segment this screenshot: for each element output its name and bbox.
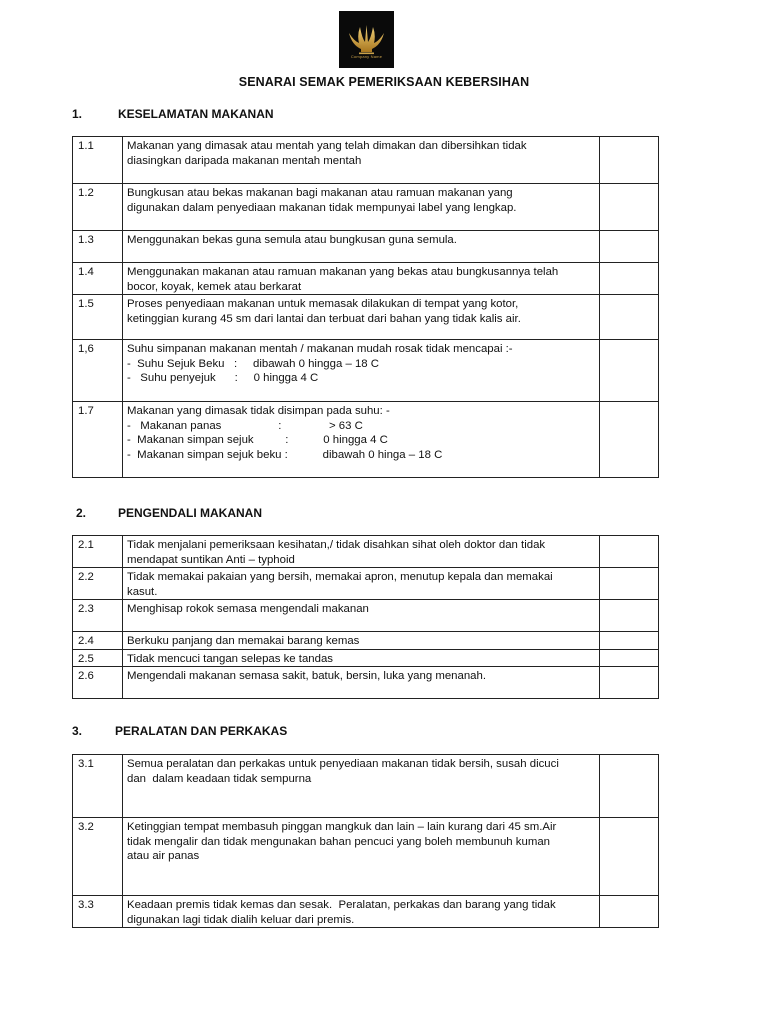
table-row (73, 568, 659, 600)
item-number: 3.2 (73, 818, 123, 896)
table-row (73, 231, 659, 263)
section-number: 1. (72, 107, 83, 121)
section-number: 2. (76, 506, 87, 520)
item-number: 2.6 (73, 667, 123, 699)
section-title: PERALATAN DAN PERKAKAS (115, 724, 288, 738)
item-text: Semua peralatan dan perkakas untuk penyediaan makanan tidak bersih, susah dicuci dan dalam keadaan tidak sempurna (123, 755, 600, 818)
check-box[interactable] (600, 184, 659, 231)
check-box[interactable] (600, 667, 659, 699)
section-title: KESELAMATAN MAKANAN (118, 107, 274, 121)
table-row (73, 184, 659, 231)
item-number: 3.1 (73, 755, 123, 818)
item-text: Makanan yang dimasak atau mentah yang telah dimakan dan dibersihkan tidak diasingkan daripada makanan mentah mentah (123, 137, 600, 184)
check-box[interactable] (600, 536, 659, 568)
check-box[interactable] (600, 632, 659, 650)
table-row (73, 536, 659, 568)
item-text: Mengendali makanan semasa sakit, batuk, bersin, luka yang menanah. (123, 667, 600, 699)
item-text: Ketinggian tempat membasuh pinggan mangkuk dan lain – lain kurang dari 45 sm.Air tidak mengalir dan tidak mengunakan bahan pencuci yang boleh membunuh kuman atau air panas (123, 818, 600, 896)
item-text: Menghisap rokok semasa mengendali makanan (123, 600, 600, 632)
page-title: SENARAI SEMAK PEMERIKSAAN KEBERSIHAN (238, 75, 530, 89)
item-text: Bungkusan atau bekas makanan bagi makanan atau ramuan makanan yang digunakan dalam penyediaan makanan tidak mempunyai label yang lengkap. (123, 184, 600, 231)
table-row (73, 402, 659, 478)
item-number: 1.7 (73, 402, 123, 478)
item-text: Tidak memakai pakaian yang bersih, memakai apron, menutup kepala dan memakai kasut. (123, 568, 600, 600)
item-text: Makanan yang dimasak tidak disimpan pada suhu: - - Makanan panas : > 63 C - Makanan simpan sejuk : 0 hingga 4 C - Makanan simpan sejuk beku : dibawah 0 hinga – 18 C (123, 402, 600, 478)
section-number: 3. (72, 724, 83, 738)
table-row (73, 649, 659, 667)
check-box[interactable] (600, 755, 659, 818)
table-row (73, 263, 659, 295)
item-number: 2.2 (73, 568, 123, 600)
item-number: 1.2 (73, 184, 123, 231)
item-text: Menggunakan bekas guna semula atau bungkusan guna semula. (123, 231, 600, 263)
item-text: Tidak mencuci tangan selepas ke tandas (123, 649, 600, 667)
check-box[interactable] (600, 231, 659, 263)
item-number: 1,6 (73, 340, 123, 402)
table-row (73, 818, 659, 896)
item-number: 2.1 (73, 536, 123, 568)
item-number: 2.3 (73, 600, 123, 632)
table-row (73, 632, 659, 650)
check-box[interactable] (600, 818, 659, 896)
item-text: Berkuku panjang dan memakai barang kemas (123, 632, 600, 650)
item-text: Menggunakan makanan atau ramuan makanan yang bekas atau bungkusannya telah bocor, koyak, kemek atau berkarat (123, 263, 600, 295)
checklist-table-3 (72, 754, 659, 928)
table-row (73, 600, 659, 632)
item-number: 2.4 (73, 632, 123, 650)
item-number: 1.5 (73, 295, 123, 340)
table-row (73, 137, 659, 184)
table-row (73, 340, 659, 402)
item-number: 3.3 (73, 896, 123, 928)
checklist-table-2 (72, 535, 659, 699)
item-text: Tidak menjalani pemeriksaan kesihatan,/ tidak disahkan sihat oleh doktor dan tidak mendapat suntikan Anti – typhoid (123, 536, 600, 568)
table-row (73, 755, 659, 818)
check-box[interactable] (600, 402, 659, 478)
table-row (73, 896, 659, 928)
item-number: 1.4 (73, 263, 123, 295)
check-box[interactable] (600, 263, 659, 295)
table-row (73, 667, 659, 699)
item-number: 1.3 (73, 231, 123, 263)
check-box[interactable] (600, 649, 659, 667)
company-logo (339, 11, 394, 68)
item-number: 1.1 (73, 137, 123, 184)
table-row (73, 295, 659, 340)
section-title: PENGENDALI MAKANAN (118, 506, 262, 520)
check-box[interactable] (600, 295, 659, 340)
check-box[interactable] (600, 137, 659, 184)
check-box[interactable] (600, 600, 659, 632)
item-number: 2.5 (73, 649, 123, 667)
logo-text: Company Name (350, 54, 383, 59)
item-text: Keadaan premis tidak kemas dan sesak. Peralatan, perkakas dan barang yang tidak digunakan lagi tidak dialih keluar dari premis. (123, 896, 600, 928)
item-text: Proses penyediaan makanan untuk memasak dilakukan di tempat yang kotor, ketinggian kurang 45 sm dari lantai dan terbuat dari bahan yang tidak kalis air. (123, 295, 600, 340)
crown-logo-icon (339, 11, 394, 68)
item-text: Suhu simpanan makanan mentah / makanan mudah rosak tidak mencapai :- - Suhu Sejuk Beku : dibawah 0 hingga – 18 C - Suhu penyejuk : 0 hingga 4 C (123, 340, 600, 402)
checklist-table-1 (72, 136, 659, 478)
check-box[interactable] (600, 340, 659, 402)
check-box[interactable] (600, 896, 659, 928)
check-box[interactable] (600, 568, 659, 600)
